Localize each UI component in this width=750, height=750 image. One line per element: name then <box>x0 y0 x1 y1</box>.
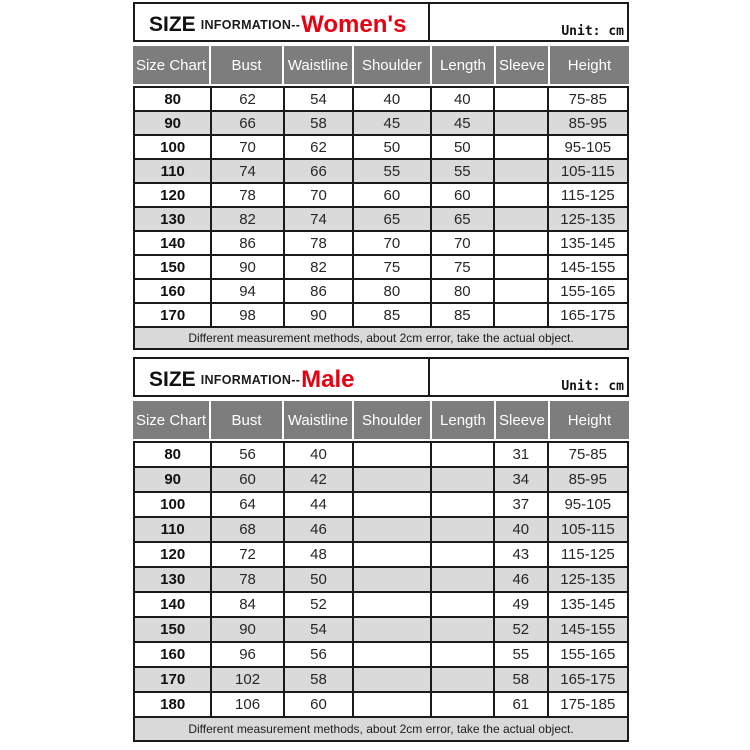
womens-150-cell-height: 145-155 <box>547 256 627 278</box>
male-row-110 <box>135 516 627 541</box>
male-90-cell-size-chart: 90 <box>164 471 182 488</box>
womens-110-cell-bust: 74 <box>210 160 282 182</box>
womens-120-cell-bust: 78 <box>210 184 282 206</box>
womens-140-cell-sleeve <box>493 232 547 254</box>
male-120-cell-bust: 72 <box>210 543 282 566</box>
male-90-cell-length <box>430 468 493 491</box>
male-110-cell-length <box>430 518 493 541</box>
male-80-cell-length <box>430 443 493 466</box>
womens-130-cell-sleeve <box>493 208 547 230</box>
male-140-cell-size-chart: 140 <box>160 596 186 613</box>
womens-130-cell-size-chart: 130 <box>160 210 186 228</box>
column-header-size-chart: Size Chart <box>133 401 209 439</box>
male-160-cell-bust: 96 <box>210 643 282 666</box>
womens-130-cell-waistline: 74 <box>283 208 352 230</box>
womens-120-cell-length: 60 <box>430 184 493 206</box>
womens-80-cell-length: 40 <box>430 88 493 110</box>
male-180-cell-height: 175-185 <box>547 693 627 716</box>
male-170-cell-sleeve: 58 <box>493 668 547 691</box>
male-110-cell-size-chart: 110 <box>160 521 185 538</box>
column-header-length: Length <box>430 401 494 439</box>
womens-110-cell-shoulder: 55 <box>352 160 429 182</box>
male-80-cell-shoulder <box>352 443 429 466</box>
womens-160-cell-sleeve <box>493 280 547 302</box>
womens-data-grid <box>133 86 629 328</box>
womens-170-cell-bust: 98 <box>210 304 282 326</box>
male-80-cell-size-chart: 80 <box>164 446 182 463</box>
womens-170-cell-shoulder: 85 <box>352 304 429 326</box>
column-header-height: Height <box>548 46 629 84</box>
male-130-cell-bust: 78 <box>210 568 282 591</box>
womens-row-140 <box>135 230 627 254</box>
womens-title <box>135 4 430 40</box>
male-90-cell-waistline: 42 <box>283 468 352 491</box>
male-170-cell-shoulder <box>352 668 429 691</box>
womens-row-110 <box>135 158 627 182</box>
womens-row-120 <box>135 182 627 206</box>
womens-150-cell-shoulder: 75 <box>352 256 429 278</box>
womens-160-cell-waistline: 86 <box>283 280 352 302</box>
womens-120-cell-sleeve <box>493 184 547 206</box>
male-160-cell-length <box>430 643 493 666</box>
womens-150-cell-length: 75 <box>430 256 493 278</box>
womens-100-cell-size-chart: 100 <box>160 138 186 156</box>
male-160-cell-shoulder <box>352 643 429 666</box>
womens-100-cell-bust: 70 <box>210 136 282 158</box>
male-data-grid <box>133 441 629 718</box>
male-170-cell-size-chart: 170 <box>160 671 186 688</box>
male-140-cell-bust: 84 <box>210 593 282 616</box>
male-row-80 <box>135 443 627 466</box>
male-90-cell-shoulder <box>352 468 429 491</box>
column-header-shoulder: Shoulder <box>352 46 430 84</box>
womens-row-90 <box>135 110 627 134</box>
male-row-120 <box>135 541 627 566</box>
male-100-cell-sleeve: 37 <box>493 493 547 516</box>
male-130-cell-waistline: 50 <box>283 568 352 591</box>
male-header-row <box>133 401 629 439</box>
column-header-size-chart: Size Chart <box>133 46 209 84</box>
womens-150-cell-waistline: 82 <box>283 256 352 278</box>
male-150-cell-bust: 90 <box>210 618 282 641</box>
womens-170-cell-size-chart: 170 <box>160 306 186 324</box>
male-110-cell-sleeve: 40 <box>493 518 547 541</box>
male-130-cell-size-chart: 130 <box>160 571 186 588</box>
male-150-cell-waistline: 54 <box>283 618 352 641</box>
male-100-cell-height: 95-105 <box>547 493 627 516</box>
male-80-cell-waistline: 40 <box>283 443 352 466</box>
womens-100-cell-length: 50 <box>430 136 493 158</box>
womens-170-cell-waistline: 90 <box>283 304 352 326</box>
male-140-cell-length <box>430 593 493 616</box>
womens-130-cell-shoulder: 65 <box>352 208 429 230</box>
womens-row-130 <box>135 206 627 230</box>
womens-100-cell-waistline: 62 <box>283 136 352 158</box>
womens-title-group-name: Women's <box>301 11 407 38</box>
male-150-cell-length <box>430 618 493 641</box>
womens-130-cell-bust: 82 <box>210 208 282 230</box>
male-180-cell-bust: 106 <box>210 693 282 716</box>
male-unit-label: Unit: cm <box>561 379 624 394</box>
column-header-waistline: Waistline <box>282 46 352 84</box>
womens-90-cell-size-chart: 90 <box>164 114 182 132</box>
male-130-cell-length <box>430 568 493 591</box>
womens-80-cell-size-chart: 80 <box>164 90 182 108</box>
womens-row-150 <box>135 254 627 278</box>
male-180-cell-shoulder <box>352 693 429 716</box>
male-size-table <box>133 357 629 742</box>
womens-140-cell-height: 135-145 <box>547 232 627 254</box>
male-100-cell-waistline: 44 <box>283 493 352 516</box>
male-title-row <box>133 357 629 397</box>
womens-160-cell-height: 155-165 <box>547 280 627 302</box>
male-row-130 <box>135 566 627 591</box>
womens-120-cell-height: 115-125 <box>547 184 627 206</box>
column-header-bust: Bust <box>209 46 282 84</box>
male-160-cell-sleeve: 55 <box>493 643 547 666</box>
womens-90-cell-bust: 66 <box>210 112 282 134</box>
male-120-cell-sleeve: 43 <box>493 543 547 566</box>
womens-160-cell-shoulder: 80 <box>352 280 429 302</box>
male-100-cell-size-chart: 100 <box>160 496 186 513</box>
column-header-waistline: Waistline <box>282 401 352 439</box>
male-160-cell-height: 155-165 <box>547 643 627 666</box>
womens-title-information-word: INFORMATION-- <box>200 18 301 32</box>
womens-row-80 <box>135 88 627 110</box>
male-unit-cell <box>430 359 627 395</box>
womens-90-cell-length: 45 <box>430 112 493 134</box>
male-150-cell-sleeve: 52 <box>493 618 547 641</box>
male-120-cell-waistline: 48 <box>283 543 352 566</box>
womens-100-cell-sleeve <box>493 136 547 158</box>
womens-140-cell-waistline: 78 <box>283 232 352 254</box>
male-row-180 <box>135 691 627 716</box>
womens-80-cell-shoulder: 40 <box>352 88 429 110</box>
male-130-cell-shoulder <box>352 568 429 591</box>
male-120-cell-size-chart: 120 <box>160 546 186 563</box>
male-80-cell-sleeve: 31 <box>493 443 547 466</box>
male-180-cell-sleeve: 61 <box>493 693 547 716</box>
male-180-cell-size-chart: 180 <box>160 696 186 713</box>
womens-150-cell-sleeve <box>493 256 547 278</box>
male-90-cell-sleeve: 34 <box>493 468 547 491</box>
column-header-bust: Bust <box>209 401 282 439</box>
male-140-cell-height: 135-145 <box>547 593 627 616</box>
male-130-cell-sleeve: 46 <box>493 568 547 591</box>
womens-160-cell-size-chart: 160 <box>160 282 186 300</box>
womens-110-cell-size-chart: 110 <box>160 162 185 180</box>
womens-160-cell-length: 80 <box>430 280 493 302</box>
male-row-90 <box>135 466 627 491</box>
male-title-group-name: Male <box>301 366 355 393</box>
womens-150-cell-bust: 90 <box>210 256 282 278</box>
womens-unit-cell <box>430 4 627 40</box>
womens-note: Different measurement methods, about 2cm error, take the actual object. <box>133 328 629 350</box>
womens-120-cell-waistline: 70 <box>283 184 352 206</box>
womens-170-cell-height: 165-175 <box>547 304 627 326</box>
male-100-cell-bust: 64 <box>210 493 282 516</box>
male-110-cell-bust: 68 <box>210 518 282 541</box>
womens-100-cell-height: 95-105 <box>547 136 627 158</box>
column-header-length: Length <box>430 46 494 84</box>
male-row-100 <box>135 491 627 516</box>
male-150-cell-height: 145-155 <box>547 618 627 641</box>
womens-header-row <box>133 46 629 84</box>
womens-170-cell-length: 85 <box>430 304 493 326</box>
womens-unit-label: Unit: cm <box>561 24 624 39</box>
male-170-cell-bust: 102 <box>210 668 282 691</box>
male-100-cell-length <box>430 493 493 516</box>
male-row-160 <box>135 641 627 666</box>
womens-100-cell-shoulder: 50 <box>352 136 429 158</box>
womens-110-cell-length: 55 <box>430 160 493 182</box>
column-header-height: Height <box>548 401 629 439</box>
male-120-cell-shoulder <box>352 543 429 566</box>
womens-130-cell-length: 65 <box>430 208 493 230</box>
male-170-cell-length <box>430 668 493 691</box>
womens-140-cell-size-chart: 140 <box>160 234 186 252</box>
male-row-140 <box>135 591 627 616</box>
womens-140-cell-shoulder: 70 <box>352 232 429 254</box>
male-130-cell-height: 125-135 <box>547 568 627 591</box>
male-170-cell-waistline: 58 <box>283 668 352 691</box>
male-170-cell-height: 165-175 <box>547 668 627 691</box>
male-180-cell-waistline: 60 <box>283 693 352 716</box>
womens-row-160 <box>135 278 627 302</box>
male-80-cell-bust: 56 <box>210 443 282 466</box>
male-140-cell-shoulder <box>352 593 429 616</box>
male-title <box>135 359 430 395</box>
womens-120-cell-size-chart: 120 <box>160 186 186 204</box>
male-150-cell-shoulder <box>352 618 429 641</box>
womens-170-cell-sleeve <box>493 304 547 326</box>
womens-110-cell-waistline: 66 <box>283 160 352 182</box>
womens-80-cell-waistline: 54 <box>283 88 352 110</box>
womens-90-cell-shoulder: 45 <box>352 112 429 134</box>
womens-row-170 <box>135 302 627 326</box>
male-110-cell-shoulder <box>352 518 429 541</box>
womens-140-cell-bust: 86 <box>210 232 282 254</box>
womens-110-cell-height: 105-115 <box>547 160 627 182</box>
male-180-cell-length <box>430 693 493 716</box>
column-header-sleeve: Sleeve <box>494 401 548 439</box>
male-note: Different measurement methods, about 2cm error, take the actual object. <box>133 718 629 742</box>
womens-row-100 <box>135 134 627 158</box>
column-header-sleeve: Sleeve <box>494 46 548 84</box>
womens-title-size-word: SIZE <box>149 13 196 36</box>
male-140-cell-waistline: 52 <box>283 593 352 616</box>
womens-80-cell-height: 75-85 <box>547 88 627 110</box>
womens-size-table <box>133 2 629 350</box>
male-160-cell-size-chart: 160 <box>160 646 186 663</box>
womens-90-cell-height: 85-95 <box>547 112 627 134</box>
male-120-cell-height: 115-125 <box>547 543 627 566</box>
male-160-cell-waistline: 56 <box>283 643 352 666</box>
male-90-cell-height: 85-95 <box>547 468 627 491</box>
womens-140-cell-length: 70 <box>430 232 493 254</box>
male-title-information-word: INFORMATION-- <box>200 373 301 387</box>
male-row-170 <box>135 666 627 691</box>
male-120-cell-length <box>430 543 493 566</box>
womens-110-cell-sleeve <box>493 160 547 182</box>
womens-120-cell-shoulder: 60 <box>352 184 429 206</box>
column-header-shoulder: Shoulder <box>352 401 430 439</box>
womens-title-row <box>133 2 629 42</box>
male-110-cell-waistline: 46 <box>283 518 352 541</box>
womens-80-cell-sleeve <box>493 88 547 110</box>
womens-150-cell-size-chart: 150 <box>160 258 186 276</box>
womens-80-cell-bust: 62 <box>210 88 282 110</box>
male-100-cell-shoulder <box>352 493 429 516</box>
male-110-cell-height: 105-115 <box>547 518 627 541</box>
womens-90-cell-waistline: 58 <box>283 112 352 134</box>
male-140-cell-sleeve: 49 <box>493 593 547 616</box>
womens-90-cell-sleeve <box>493 112 547 134</box>
male-90-cell-bust: 60 <box>210 468 282 491</box>
womens-130-cell-height: 125-135 <box>547 208 627 230</box>
male-row-150 <box>135 616 627 641</box>
womens-160-cell-bust: 94 <box>210 280 282 302</box>
male-title-size-word: SIZE <box>149 368 196 391</box>
male-150-cell-size-chart: 150 <box>160 621 186 638</box>
male-80-cell-height: 75-85 <box>547 443 627 466</box>
